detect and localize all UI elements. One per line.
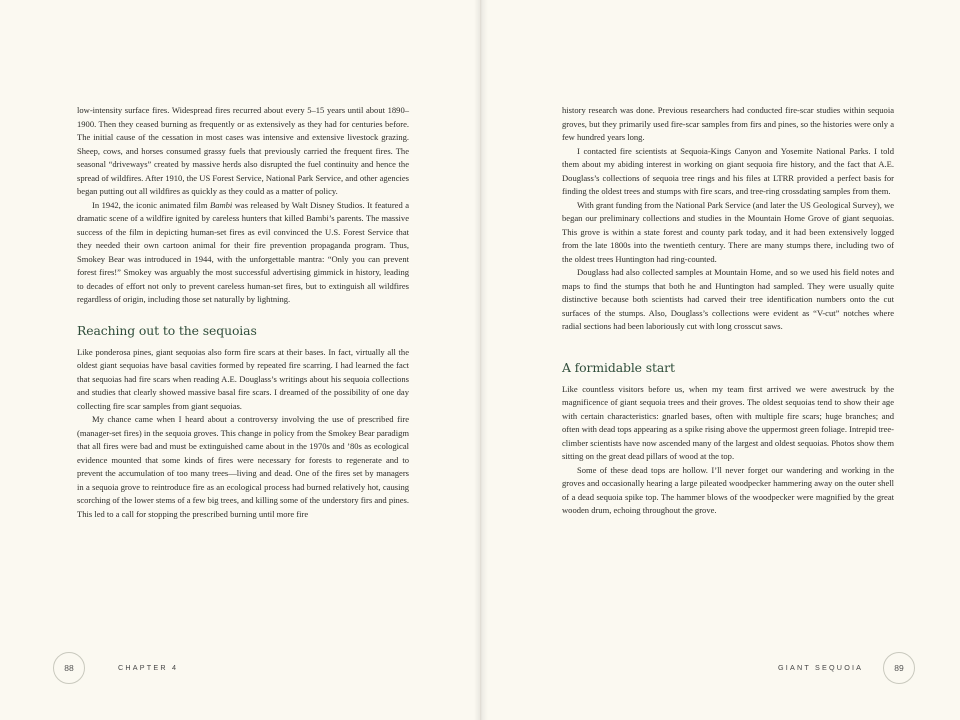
- page-number: 89: [883, 652, 915, 684]
- paragraph: Some of these dead tops are hollow. I’ll never forget our wandering and working in the groves and occasionally hearing a large pileated woodpecker hammering away on the outer shell of a dead sequoia spike top. The hammer blows of the woodpecker were magnified by the great wooden drum, echoing throughout the grove.: [562, 464, 894, 515]
- running-head: CHAPTER 4: [118, 663, 179, 672]
- right-page: [481, 0, 960, 720]
- paragraph: low-intensity surface fires. Widespread fires recurred about every 5–15 years until about 1890–1900. Then they ceased burning as frequently or as extensively as they had for centuries before. The initial cause of the cessation in most cases was intensive and extensive livestock grazing. Sheep, cows, and horses consumed grassy fuels that previously carried the frequent fires. The seasonal “driveways” created by massive herds also disrupted the fuel continuity and hence the spread of wildfires. After 1910, the US Forest Service, National Park Service, and other agencies began putting out all wildfires as quickly as they could as a matter of policy.: [77, 105, 409, 196]
- section-heading: A formidable start: [562, 359, 675, 375]
- paragraph: My chance came when I heard about a controversy involving the use of prescribed fire (manager-set fires) in the sequoia groves. This change in policy from the Smokey Bear paradigm that all fires were bad and must be extinguished came about in the 1970s and ’80s as ecological evidence mounted that some kinds of fires were necessary for forests to regenerate and to prevent the accumulation of too many trees—living and dead. One of the fires set by managers in a sequoia grove to reintroduce fire as an ecological process had burned relatively hot, causing scorching of the lower stems of a few big trees, and killing some of the understory firs and pines. This led to a call for stopping the prescribed burning until more fire: [77, 414, 409, 519]
- paragraph: Like countless visitors before us, when my team first arrived we were awestruck by the magnificence of giant sequoia trees and their groves. The oldest sequoias tend to show their age with certain characteristics: gnarled bases, often with multiple fire scars; huge branches; and often with dead tops appearing as a spike rising above the uppermost green foliage. Intrepid tree-climber scientists have now ascended many of the largest and oldest sequoias. Photos show them sitting on the great dead pillars of wood at the top.: [562, 383, 894, 461]
- paragraph: I contacted fire scientists at Sequoia-Kings Canyon and Yosemite National Parks. I told them about my abiding interest in working on giant sequoia fire history, and the fact that A.E. Douglass’s collections of sequoia tree rings and his files at LTRR provided a perfect basis for finding the oldest trees and stumps with fire scars, and tree-ring crossdating samples from them.: [562, 145, 894, 196]
- book-gutter: [474, 0, 488, 720]
- paragraph: history research was done. Previous researchers had conducted fire-scar studies within sequoia groves, but they primarily used fire-scar samples from firs and pines, so the histories were only a few hundred years long.: [562, 105, 894, 142]
- left-text-column: [77, 104, 409, 521]
- section-heading: Reaching out to the sequoias: [77, 322, 257, 338]
- page-number: 88: [53, 652, 85, 684]
- film-title: Bambi: [209, 199, 233, 210]
- running-head: GIANT SEQUOIA: [778, 663, 864, 672]
- paragraph-text: was released by Walt Disney Studios. It featured a dramatic scene of a wildfire ignited by careless hunters that killed Bambi’s parents. The massive success of the film in depicting human-set fires as evil convinced the U.S. Forest Service that they needed their own cartoon animal for their fire prevention propaganda program. Thus, Smokey Bear was introduced in 1944, with the unforgettable mantra: “Only you can prevent forest fires!” Smokey was arguably the most successful advertising gimmick in history, leading to decades of effort not only to prevent careless human-set fires, but to extinguish all wildfires regardless of origin, including those set naturally by lightning.: [77, 199, 409, 304]
- paragraph-text: In 1942, the iconic animated film: [92, 199, 210, 210]
- paragraph: Douglass had also collected samples at Mountain Home, and so we used his field notes and maps to find the stumps that both he and Huntington had sampled. They were usually quite distinctive because both scientists had carved their tree identification numbers onto the cut surfaces of the stumps. Also, Douglass’s collections were evident as “V-cut” notches where radial sections had been laboriously cut with long crosscut saws.: [562, 267, 894, 331]
- right-text-column: [562, 104, 894, 518]
- paragraph-bambi: [77, 199, 409, 307]
- paragraph: Like ponderosa pines, giant sequoias also form fire scars at their bases. In fact, virtually all the oldest giant sequoias have basal cavities formed by repeated fire scarring. I had learned the fact that sequoias had fire scars when reading A.E. Douglass’s writings about his sequoia collections and studies that clearly showed massive basal fire scars. I dreamed of the possibility of one day collecting fire scar samples from giant sequoias.: [77, 346, 409, 411]
- paragraph: With grant funding from the National Park Service (and later the US Geological Survey), we began our preliminary collections and studies in the Mountain Home Grove of giant sequoias. This grove is within a state forest and county park today, and it had been extensively logged from the late 1800s into the twentieth century. There are many stumps there, including two of the oldest trees Huntington had ring-counted.: [562, 199, 894, 264]
